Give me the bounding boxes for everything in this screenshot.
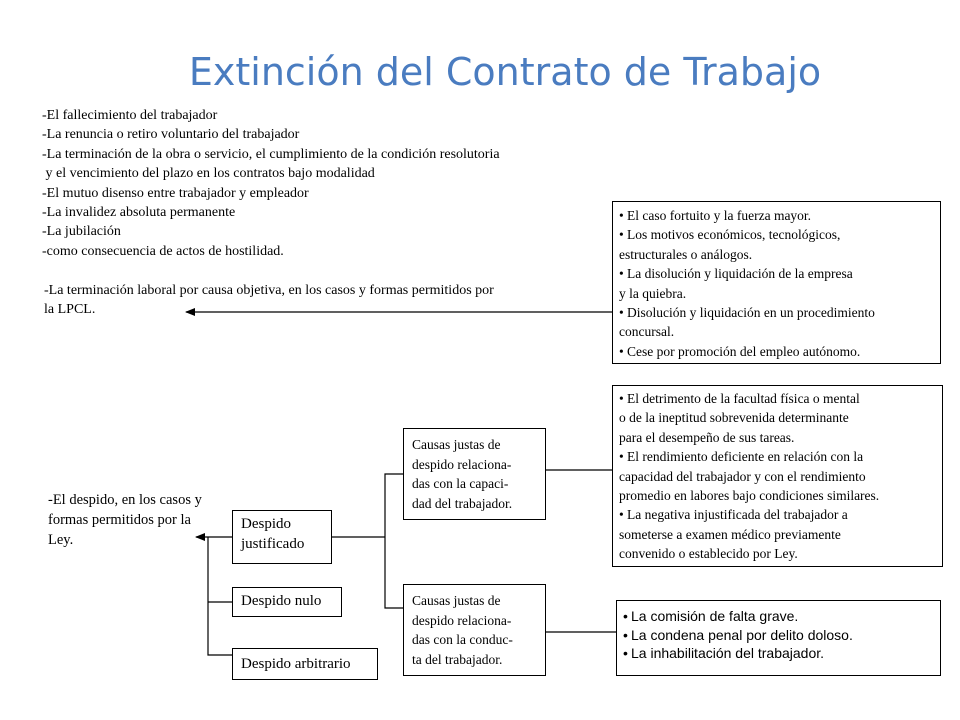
page-title: Extinción del Contrato de Trabajo bbox=[188, 50, 822, 94]
capacity-cause-item: • El detrimento de la facultad física o mental o de la ineptitud sobrevenida determinante para el desempeño de sus tareas. bbox=[619, 389, 936, 447]
capacity-cause-box: Causas justas de despido relaciona- das con la capaci- dad del trabajador. bbox=[403, 428, 546, 520]
objective-cause-item: • El caso fortuito y la fuerza mayor. bbox=[619, 206, 934, 225]
capacity-cause-item: • La negativa injustificada del trabajador a someterse a examen médico previamente convenido o establecido por Ley. bbox=[619, 505, 936, 563]
cause-line: -El mutuo disenso entre trabajador y empleador bbox=[42, 185, 309, 201]
cause-line: -La invalidez absoluta permanente bbox=[42, 205, 236, 221]
conduct-cause-item: • La condena penal por delito doloso. bbox=[623, 626, 934, 645]
objective-cause-item: • Los motivos económicos, tecnológicos, estructurales o análogos. bbox=[619, 225, 934, 264]
conduct-cause-item: • La inhabilitación del trabajador. bbox=[623, 644, 934, 663]
despido-bracket bbox=[208, 537, 232, 655]
cause-line: -La renuncia o retiro voluntario del trabajador bbox=[42, 127, 300, 143]
cause-line: -como consecuencia de actos de hostilidad. bbox=[42, 243, 284, 259]
despido-justificado-box: Despido justificado bbox=[232, 510, 332, 564]
conduct-cause-item: • La comisión de falta grave. bbox=[623, 607, 934, 626]
cause-bracket bbox=[385, 474, 403, 608]
cause-line: la LPCL. bbox=[44, 302, 96, 318]
objective-cause-item: • La disolución y liquidación de la empresa y la quiebra. bbox=[619, 264, 934, 303]
cause-line: -La terminación de la obra o servicio, el cumplimiento de la condición resolutoria bbox=[42, 146, 500, 162]
despido-description: -El despido, en los casos y formas permitidos por la Ley. bbox=[48, 492, 202, 548]
cause-line: -La terminación laboral por causa objetiva, en los casos y formas permitidos por bbox=[44, 282, 494, 298]
despido-arbitrario-box: Despido arbitrario bbox=[232, 648, 378, 680]
capacity-cause-item: • El rendimiento deficiente en relación con la capacidad del trabajador y con el rendimiento promedio en labores bajo condiciones similares. bbox=[619, 447, 936, 505]
objective-cause-item: • Disolución y liquidación en un procedimiento concursal. bbox=[619, 303, 934, 342]
objective-cause-item: • Cese por promoción del empleo autónomo. bbox=[619, 342, 934, 361]
cause-line: -La jubilación bbox=[42, 224, 121, 240]
cause-line: y el vencimiento del plazo en los contratos bajo modalidad bbox=[42, 166, 375, 182]
despido-nulo-box: Despido nulo bbox=[232, 587, 342, 617]
cause-line: -El fallecimiento del trabajador bbox=[42, 108, 218, 123]
conduct-cause-box: Causas justas de despido relaciona- das con la conduc- ta del trabajador. bbox=[403, 584, 546, 676]
